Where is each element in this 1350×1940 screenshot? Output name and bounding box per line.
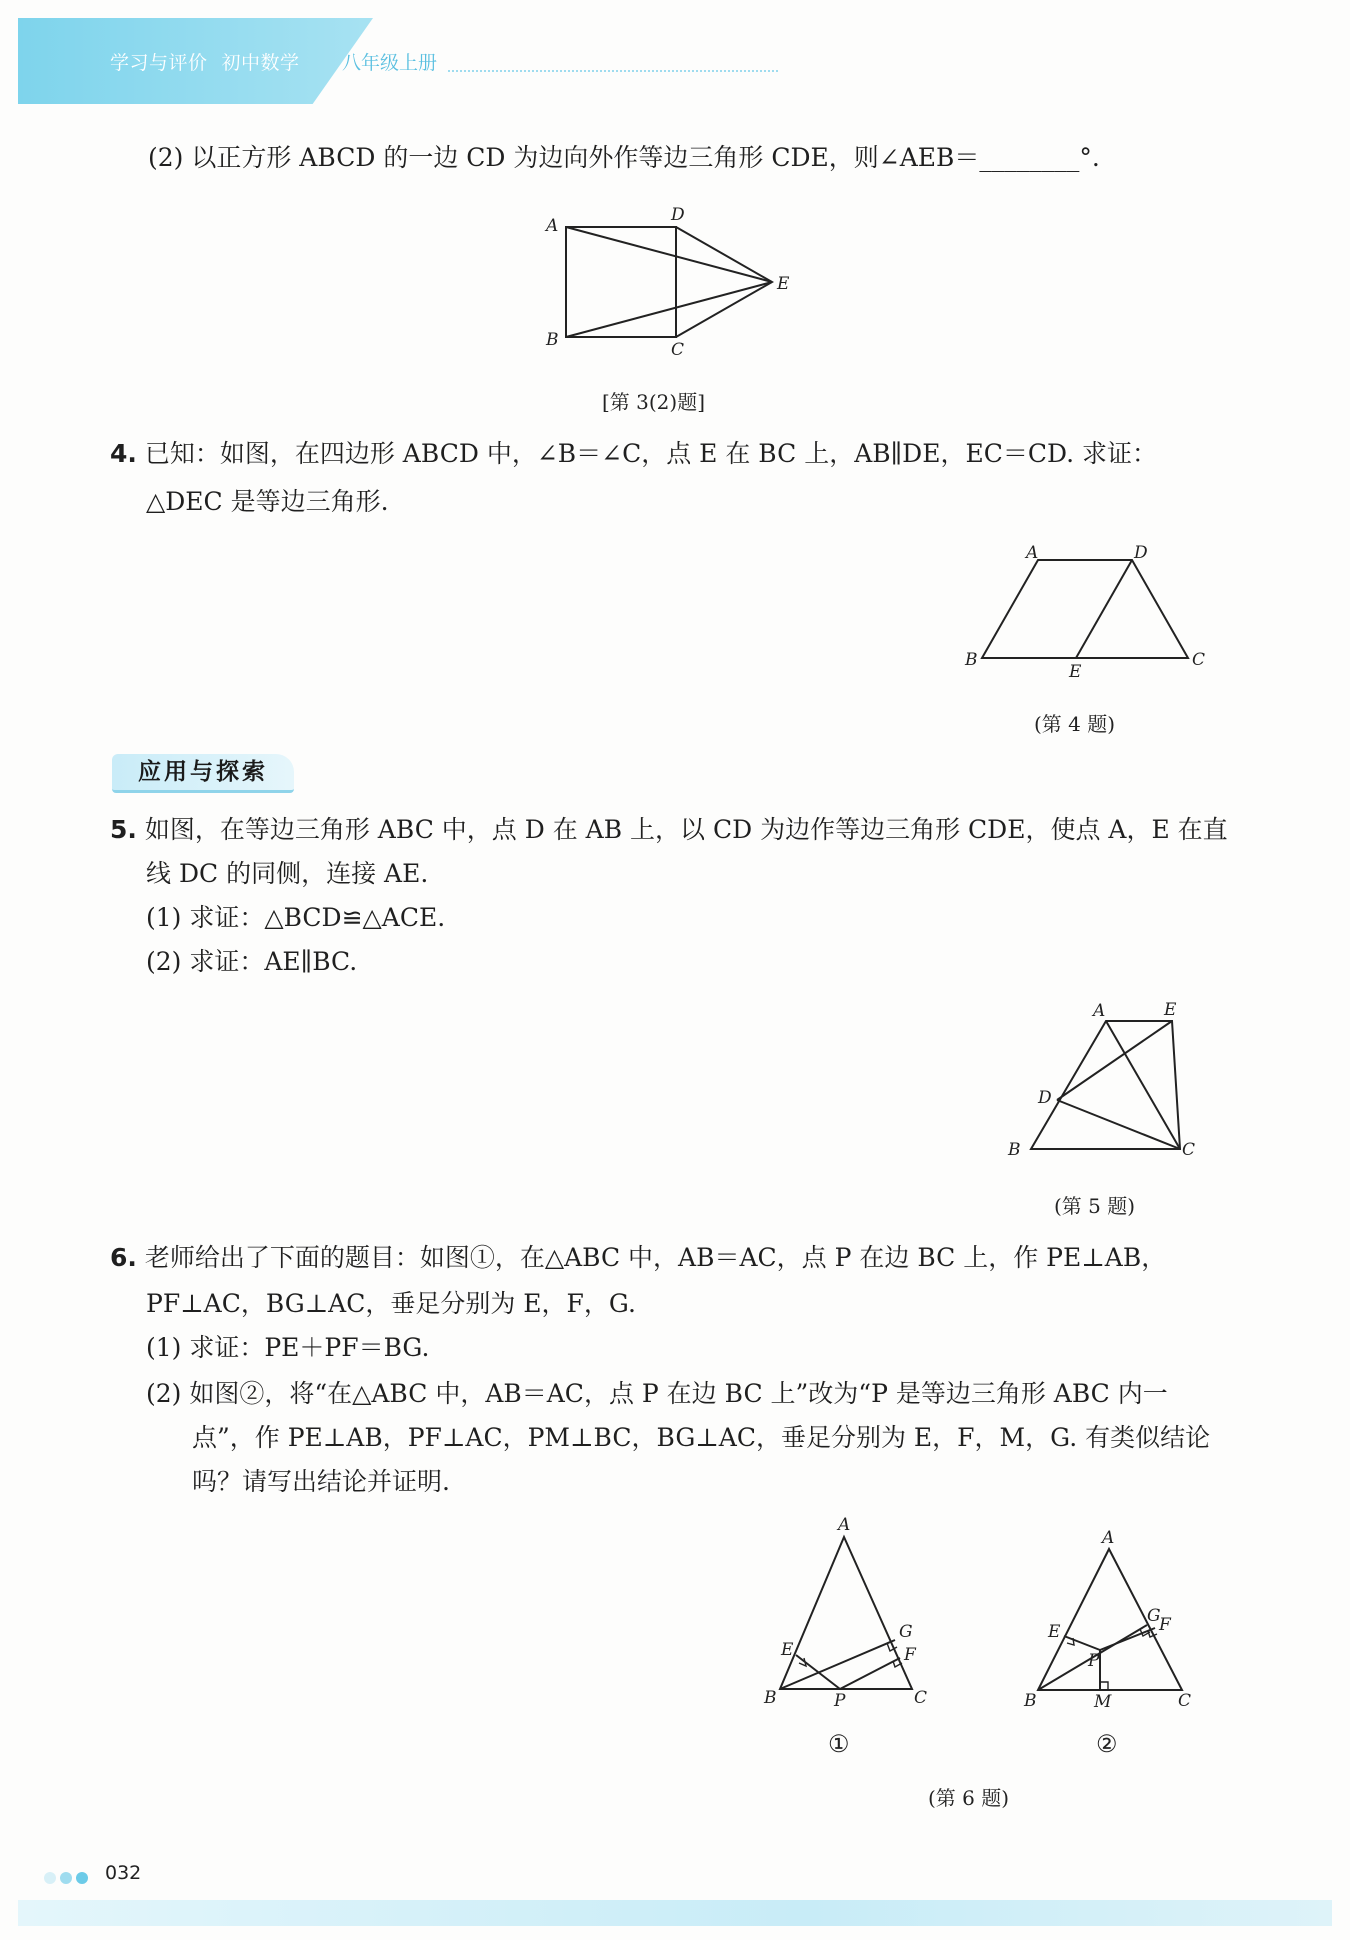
fig5-label-b: B: [1008, 1140, 1021, 1160]
header-divider: [448, 70, 778, 72]
question-5-part2: (2) 求证：AE∥BC.: [146, 947, 358, 976]
fig6b-label-b: B: [1024, 1691, 1037, 1711]
question-5-line2: 线 DC 的同侧，连接 AE.: [146, 859, 429, 888]
fig6a-label-p: P: [834, 1691, 846, 1711]
figure-6-1-label: ①: [828, 1730, 850, 1758]
fig6a-label-g: G: [899, 1622, 913, 1642]
caption-3-2: [第 3(2)题]: [602, 390, 706, 414]
question-3-2-text: (2) 以正方形 ABCD 的一边 CD 为边向外作等边三角形 CDE，则∠AEB＝________°.: [148, 143, 1100, 172]
figure-3-2: [540, 200, 800, 360]
question-6-part2-line3: 吗？请写出结论并证明.: [192, 1467, 450, 1496]
fig6b-label-p: P: [1088, 1651, 1100, 1671]
question-6-part2-line2: 点”，作 PE⊥AB，PF⊥AC，PM⊥BC，BG⊥AC，垂足分别为 E，F，M，G. 有类似结论: [192, 1423, 1211, 1452]
question-4-number: 4.: [110, 439, 137, 468]
figure-6-2: [1016, 1525, 1206, 1715]
figure-5: [1000, 995, 1210, 1165]
question-6-number: 6.: [110, 1243, 137, 1272]
question-4-text1: 已知：如图，在四边形 ABCD 中，∠B＝∠C，点 E 在 BC 上，AB∥DE，EC＝CD. 求证：: [144, 439, 1158, 468]
fig6a-label-a: A: [838, 1515, 851, 1535]
figure-4: [960, 540, 1210, 680]
fig6b-label-m: M: [1094, 1692, 1112, 1712]
fig6b-label-a: A: [1102, 1528, 1115, 1548]
fig6a-label-e: E: [781, 1640, 794, 1660]
fig3-label-b: B: [546, 330, 559, 350]
fig4-label-a: A: [1026, 543, 1039, 563]
fig6b-label-f: F: [1159, 1615, 1171, 1635]
header-series: 学习与评价: [110, 52, 208, 74]
fig6b-label-e: E: [1048, 1622, 1061, 1642]
fig4-label-b: B: [965, 650, 978, 670]
header-subject: 初中数学: [221, 52, 300, 74]
page-number: 032: [105, 1862, 142, 1884]
figure-6-1: [756, 1515, 936, 1715]
fig6a-label-c: C: [914, 1688, 928, 1708]
fig3-label-c: C: [671, 340, 685, 360]
fig6a-label-f: F: [904, 1645, 916, 1665]
fig5-label-c: C: [1182, 1140, 1196, 1160]
fig4-label-c: C: [1192, 650, 1206, 670]
question-5-text1: 如图，在等边三角形 ABC 中，点 D 在 AB 上，以 CD 为边作等边三角形 CDE，使点 A，E 在直: [144, 815, 1228, 844]
fig5-label-d: D: [1038, 1088, 1052, 1108]
question-5-line1: [110, 808, 1228, 852]
question-6-line2: PF⊥AC，BG⊥AC，垂足分别为 E，F，G.: [146, 1289, 636, 1318]
question-6-text1: 老师给出了下面的题目：如图①，在△ABC 中，AB＝AC，点 P 在边 BC 上，作 PE⊥AB，: [144, 1243, 1167, 1272]
caption-5: (第 5 题): [1054, 1194, 1136, 1218]
question-4-line1: [110, 432, 1157, 476]
header-title: [110, 48, 314, 75]
figure-6-2-label: ②: [1096, 1730, 1118, 1758]
fig6b-label-c: C: [1178, 1691, 1192, 1711]
footer-band: [18, 1900, 1332, 1926]
fig5-label-e: E: [1164, 1000, 1177, 1020]
question-4-line2: △DEC 是等边三角形.: [146, 487, 389, 516]
header-grade: 八年级上册: [342, 52, 438, 74]
question-6-part1: (1) 求证：PE＋PF＝BG.: [146, 1333, 430, 1362]
question-5-part1: (1) 求证：△BCD≌△ACE.: [146, 903, 446, 932]
question-6-part2-line1: (2) 如图②，将“在△ABC 中，AB＝AC，点 P 在边 BC 上”改为“P 是等边三角形 ABC 内一: [146, 1379, 1168, 1408]
fig3-label-e: E: [777, 274, 790, 294]
fig4-label-e: E: [1069, 662, 1082, 680]
fig3-label-d: D: [671, 205, 685, 225]
page-dots: [44, 1869, 92, 1888]
fig6b-label-g: G: [1147, 1606, 1161, 1626]
caption-4: (第 4 题): [1034, 712, 1116, 736]
question-5-number: 5.: [110, 815, 137, 844]
question-6-line1: [110, 1236, 1166, 1280]
caption-6: (第 6 题): [928, 1786, 1010, 1810]
fig5-label-a: A: [1093, 1001, 1106, 1021]
fig3-label-a: A: [546, 216, 559, 236]
section-title: 应用与探索: [112, 754, 294, 793]
fig6a-label-b: B: [764, 1688, 777, 1708]
fig4-label-d: D: [1134, 543, 1148, 563]
